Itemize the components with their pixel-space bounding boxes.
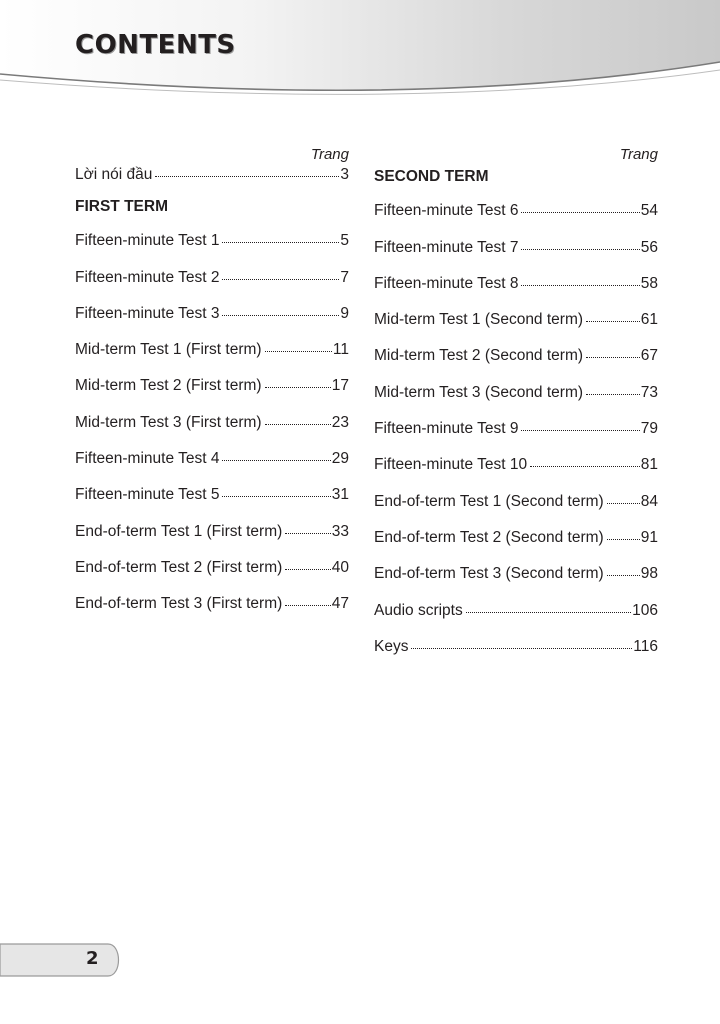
- section-heading-first-term: FIRST TERM: [75, 198, 168, 215]
- toc-entry-label: End-of-term Test 3 (Second term): [374, 565, 604, 583]
- dot-leader: [607, 502, 640, 504]
- dot-leader: [265, 423, 331, 425]
- dot-leader: [222, 495, 330, 497]
- dot-leader: [521, 248, 639, 250]
- toc-entry[interactable]: [75, 595, 349, 631]
- dot-leader: [466, 611, 631, 613]
- toc-list-second-term: [374, 202, 658, 674]
- dot-leader: [586, 393, 640, 395]
- toc-entry-label: End-of-term Test 3 (First term): [75, 595, 283, 613]
- toc-entry[interactable]: [374, 347, 658, 383]
- toc-entry-label: End-of-term Test 1 (First term): [75, 522, 283, 540]
- toc-entry-page: 61: [640, 311, 658, 329]
- toc-entry-page: 29: [331, 450, 349, 468]
- toc-entry-label: Fifteen-minute Test 5: [75, 486, 220, 504]
- section-heading-second-term: SECOND TERM: [374, 168, 489, 185]
- toc-entry[interactable]: [374, 384, 658, 420]
- toc-entry[interactable]: [75, 414, 349, 450]
- toc-entry-page: 73: [640, 383, 658, 401]
- toc-entry-label: Audio scripts: [374, 601, 463, 619]
- toc-entry-page: 31: [331, 486, 349, 504]
- dot-leader: [285, 604, 330, 606]
- toc-entry-label: Fifteen-minute Test 1: [75, 232, 220, 250]
- toc-entry-label: Mid-term Test 1 (First term): [75, 341, 262, 359]
- toc-entry[interactable]: [75, 523, 349, 559]
- toc-entry[interactable]: [374, 529, 658, 565]
- dot-leader: [285, 532, 330, 534]
- toc-entry-label: End-of-term Test 2 (Second term): [374, 528, 604, 546]
- toc-entry-page: 17: [331, 377, 349, 395]
- dot-leader: [222, 278, 339, 280]
- toc-entry-label: Fifteen-minute Test 8: [374, 274, 519, 292]
- toc-entry[interactable]: [75, 486, 349, 522]
- dot-leader: [265, 386, 331, 388]
- dot-leader: [530, 465, 640, 467]
- toc-entry-label: Fifteen-minute Test 2: [75, 268, 220, 286]
- toc-entry-page: 79: [640, 420, 658, 438]
- toc-entry[interactable]: [374, 420, 658, 456]
- toc-entry[interactable]: [374, 311, 658, 347]
- toc-left-column: [75, 146, 349, 632]
- toc-entry-label: Fifteen-minute Test 3: [75, 304, 220, 322]
- toc-entry-label: Mid-term Test 3 (Second term): [374, 383, 584, 401]
- trang-label: Trang: [310, 146, 349, 163]
- toc-entry[interactable]: [374, 638, 658, 674]
- dot-leader: [155, 175, 339, 177]
- toc-entry[interactable]: [75, 450, 349, 486]
- toc-entry[interactable]: [75, 377, 349, 413]
- toc-entry-page: 98: [640, 565, 658, 583]
- toc-entry-page: 33: [331, 522, 349, 540]
- toc-right-column: [374, 146, 658, 674]
- dot-leader: [222, 241, 339, 243]
- toc-entry[interactable]: [374, 202, 658, 238]
- toc-entry-label: Keys: [374, 637, 409, 655]
- toc-entry-label: Lời nói đầu: [75, 166, 153, 183]
- toc-entry-label: Mid-term Test 2 (Second term): [374, 347, 584, 365]
- toc-entry-page: 81: [640, 456, 658, 474]
- toc-entry-label: Fifteen-minute Test 4: [75, 450, 220, 468]
- toc-entry-page: 23: [331, 413, 349, 431]
- page-title: CONTENTS: [75, 30, 236, 60]
- toc-entry-page: 58: [640, 274, 658, 292]
- dot-leader: [586, 320, 640, 322]
- toc-entry-page: 116: [633, 637, 658, 655]
- toc-entry-page: 106: [632, 601, 658, 619]
- toc-entry[interactable]: [75, 341, 349, 377]
- toc-entry-page: 54: [640, 202, 658, 220]
- toc-entry[interactable]: [75, 232, 349, 268]
- trang-label: Trang: [619, 146, 658, 163]
- toc-entry-page: 47: [331, 595, 349, 613]
- toc-entry[interactable]: [374, 275, 658, 311]
- dot-leader: [521, 284, 639, 286]
- toc-entry-page: 9: [340, 304, 349, 322]
- toc-entry-page: 11: [332, 341, 349, 359]
- toc-entry-label: Mid-term Test 3 (First term): [75, 413, 262, 431]
- toc-entry[interactable]: [374, 602, 658, 638]
- toc-entry-page: 67: [640, 347, 658, 365]
- toc-entry-page: 40: [331, 558, 349, 576]
- toc-entry[interactable]: [75, 559, 349, 595]
- toc-list-first-term: [75, 232, 349, 631]
- toc-entry-label: End-of-term Test 2 (First term): [75, 558, 283, 576]
- toc-entry[interactable]: [75, 269, 349, 305]
- toc-entry-label: Mid-term Test 1 (Second term): [374, 311, 584, 329]
- toc-entry-page: 91: [640, 528, 658, 546]
- dot-leader: [411, 647, 632, 649]
- page-number-tab: [0, 943, 125, 977]
- toc-entry-page: 3: [340, 166, 349, 183]
- dot-leader: [222, 314, 339, 316]
- toc-entry[interactable]: [75, 305, 349, 341]
- toc-entry-page: 5: [340, 232, 349, 250]
- toc-entry[interactable]: [374, 456, 658, 492]
- toc-entry-label: Fifteen-minute Test 7: [374, 238, 519, 256]
- toc-entry-page: 84: [640, 492, 658, 510]
- toc-entry-label: Fifteen-minute Test 6: [374, 202, 519, 220]
- dot-leader: [265, 350, 332, 352]
- toc-entry-label: Mid-term Test 2 (First term): [75, 377, 262, 395]
- dot-leader: [222, 459, 330, 461]
- dot-leader: [521, 429, 639, 431]
- dot-leader: [521, 211, 639, 213]
- toc-entry[interactable]: [374, 239, 658, 275]
- dot-leader: [607, 538, 640, 540]
- toc-entry-intro[interactable]: [75, 166, 349, 196]
- dot-leader: [586, 356, 640, 358]
- toc-entry-label: Fifteen-minute Test 10: [374, 456, 528, 474]
- toc-entry-page: 7: [340, 268, 349, 286]
- toc-entry-page: 56: [640, 238, 658, 256]
- toc-entry[interactable]: [374, 493, 658, 529]
- toc-entry-label: End-of-term Test 1 (Second term): [374, 492, 604, 510]
- toc-entry-label: Fifteen-minute Test 9: [374, 420, 519, 438]
- page-number: 2: [86, 948, 99, 969]
- dot-leader: [607, 574, 640, 576]
- toc-entry[interactable]: [374, 565, 658, 601]
- dot-leader: [285, 568, 330, 570]
